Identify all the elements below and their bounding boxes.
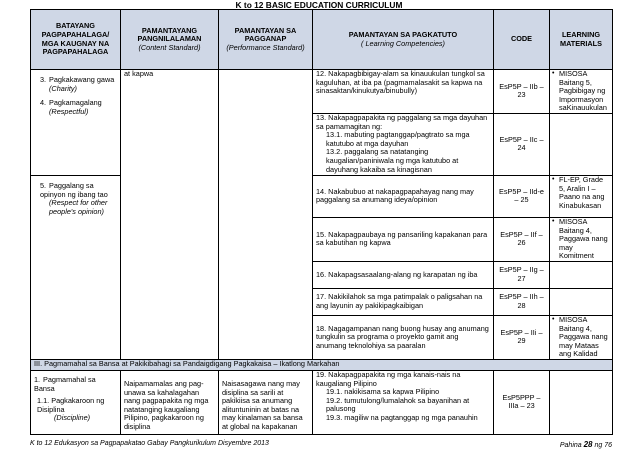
header-pangnilalaman: [121, 10, 219, 70]
header-pagganap: [219, 10, 313, 70]
materials-12: • MISOSA Baitang 5, Pagbibigay ng Impormasyon saKinauukulan: [550, 70, 613, 114]
competency-16: 16. Nakapagsasaalang-alang ng karapatan ng iba: [313, 261, 494, 288]
materials-13: [550, 113, 613, 175]
competency-17: 17. Nakikilahok sa mga patimpalak o paligsahan na ang layunin ay pakikipagkaibigan: [313, 288, 494, 315]
section-row: [31, 359, 613, 370]
materials-18: • MISOSA Baitang 4, Paggawa nang may Mataas ang Kalidad: [550, 315, 613, 359]
header-row: [31, 10, 613, 70]
section-3-performance: Naisasagawa nang may disiplina sa sarili at pakikiisa sa anumang alituntuninin at batas na may kinalaman sa bansa at global na kapakanan: [219, 370, 313, 434]
page-number: 28: [583, 440, 593, 449]
materials-15: • MISOSA Baitang 4, Paggawa nang may Komitment: [550, 217, 613, 261]
header-materials: LEARNING MATERIALS: [550, 10, 613, 70]
competency-14: 14. Nakabubuo at nakapagpapahayag nang may paggalang sa anumang ideya/opinion: [313, 175, 494, 217]
content-standard-cell: at kapwa: [121, 70, 219, 360]
materials-19: [550, 370, 613, 434]
values-cell-3-4: [31, 70, 121, 176]
competency-12: 12. Nakapagbibigay-alam sa kinauukulan tungkol sa kaguluhan, at iba pa (pagmamalasakit sa kapwa na sinasaktan/kinukutya/binubully): [313, 70, 494, 114]
values-cell-5: [31, 175, 121, 359]
value-4: 4. Pagkamagalang (Respectful): [40, 98, 102, 116]
performance-standard-cell: [219, 70, 313, 360]
code-19: EsP5PPP – IIIa – 23: [494, 370, 550, 434]
competency-15: 15. Nakapagpaubaya ng pansariling kapakanan para sa kabutihan ng kapwa: [313, 217, 494, 261]
table-row: [31, 175, 613, 217]
code-16: EsP5P – IIg – 27: [494, 261, 550, 288]
bullet-icon: •: [552, 70, 555, 77]
value-5: 5. Paggalang sa opinyon ng ibang tao (Respect for other people's opinion): [40, 180, 108, 216]
materials-14: • FL-EP, Grade 5, Aralin I – Paano na ang Kinabukasan: [550, 175, 613, 217]
section-3-values: 1. Pagmamahal sa Bansa 1.1. Pagkakaroon ng Disiplina (Discipline): [31, 370, 121, 434]
header-pangnilalaman-sub: (Content Standard): [138, 42, 201, 52]
value-3: 3. Pagkakawang gawa (Charity): [40, 75, 115, 93]
header-code: CODE: [494, 10, 550, 70]
header-pagkatuto: [313, 10, 494, 70]
code-15: EsP5P – IIf – 26: [494, 217, 550, 261]
value-1: 1. Pagmamahal sa Bansa: [34, 374, 96, 393]
header-pagkatuto-label: PAMANTAYAN SA PAGKATUTO: [348, 29, 458, 39]
section-3-title: III. Pagmamahal sa Bansa at Pakikibahagi sa Pandaigdigang Pagkakaisa – Ikatlong Markahan: [31, 359, 613, 370]
footer-left: K to 12 Edukasyon sa Pagpapakatao Gabay Pangkurikulum Disyembre 2013: [30, 440, 269, 447]
competency-19: 19. Nakapagpapakita ng mga kanais-nais na kaugaliang Pilipino 19.1. nakikisama sa kapwa Pilipino 19.2. tumutulong/lumalahok sa bayanihan at palusong 19.3. magiliw na pagtanggap ng mga panauhin: [313, 370, 494, 434]
bullet-icon: •: [552, 217, 555, 225]
code-17: EsP5P – IIh – 28: [494, 288, 550, 315]
competency-13: 13. Nakapagpapakita ng paggalang sa mga dayuhan sa pamamagitan ng: 13.1. mabuting pagtanggap/pagtrato sa mga katutubo at mga dayuhan 13.2. paggalang sa natatanging kaugalian/paniniwala ng mga katutubo at dayuhang kakaiba sa kinagisnan: [313, 113, 494, 175]
materials-17: [550, 288, 613, 315]
bullet-icon: •: [552, 175, 555, 183]
header-pangnilalaman-label: PAMANTAYANG PANGNILALAMAN: [137, 25, 202, 44]
table-row: [31, 70, 613, 114]
page-title: K to 12 BASIC EDUCATION CURRICULUM: [235, 0, 403, 10]
table-row: [31, 370, 613, 434]
code-18: EsP5P – IIi –29: [494, 315, 550, 359]
header-pagganap-sub: (Performance Standard): [226, 42, 305, 52]
header-batayang: BATAYANG PAGPAPAHALAGA/ MGA KAUGNAY NA PAGPAPAHALAGA: [31, 10, 121, 70]
curriculum-table: [30, 9, 613, 435]
code-13: EsP5P – IIc – 24: [494, 113, 550, 175]
bullet-icon: •: [552, 315, 555, 323]
code-12: EsP5P – IIb – 23: [494, 70, 550, 114]
code-14: EsP5P – IId-e – 25: [494, 175, 550, 217]
header-pagganap-label: PAMANTAYAN SA PAGGANAP: [234, 25, 297, 44]
footer-page: Pahina 28 ng 76: [559, 440, 612, 449]
header-pagkatuto-sub: ( Learning Competencies): [361, 38, 445, 48]
materials-16: [550, 261, 613, 288]
competency-18: 18. Nagagampanan nang buong husay ang anumang tungkulin sa programa o proyekto gamit ang anumang teknolohiya sa paaralan: [313, 315, 494, 359]
section-3-content: Naipamamalas ang pag-unawa sa kahalagahan nang pagpapakita ng mga natatanging kaugaliang Pilipino, pagkakaroon ng disiplina: [121, 370, 219, 434]
